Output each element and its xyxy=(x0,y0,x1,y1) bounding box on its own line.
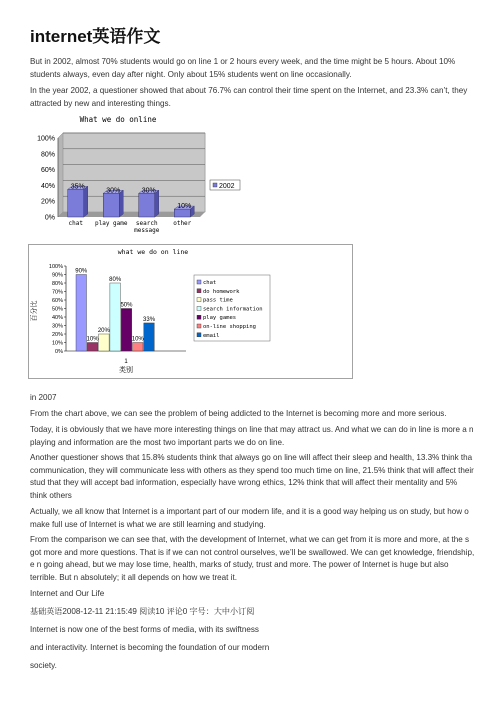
paragraph: Actually, we all know that Internet is a important part of our modern life, and it is a good way helping us on study, but how o make full use of Internet is what we are still learning and studying. xyxy=(30,507,469,529)
y-tick-label: 0% xyxy=(55,349,63,355)
y-tick-label: 30% xyxy=(51,323,63,330)
bar xyxy=(87,343,98,352)
legend-swatch xyxy=(213,183,217,187)
bar xyxy=(110,283,121,351)
bar xyxy=(174,209,190,217)
chart-what-we-do-on-line xyxy=(28,244,353,379)
x-tick-label: message xyxy=(134,227,160,234)
paragraph: Today, it is obviously that we have more interesting things on line that may attract us. And what we can do in line is more a n playing and information are the most two important parts we do on line. xyxy=(30,425,474,447)
paragraph: Another questioner shows that 15.8% students think that always go on line will affect their sleep and health, 13.3% think tha communication, they will communicate less with others as they spend too much time on line, 21.5% think that will affect their stud that they will accept bad information, especially have wrong ethics, 12% think that will affect their mentality and 5% think others xyxy=(30,453,474,500)
legend-swatch xyxy=(197,298,201,302)
bar xyxy=(103,193,119,217)
legend-swatch xyxy=(197,280,201,284)
y-tick-label: 60% xyxy=(40,167,55,175)
y-tick-label: 70% xyxy=(51,289,63,296)
chart-title: What we do online xyxy=(79,115,157,124)
y-tick-label: 20% xyxy=(51,332,63,338)
y-tick-label: 100% xyxy=(37,135,55,143)
paragraph: society. xyxy=(30,661,57,670)
bar-side xyxy=(84,186,88,217)
data-label: 20% xyxy=(97,328,110,334)
legend-label: on-line shopping xyxy=(203,324,256,330)
legend-label: search information xyxy=(203,306,263,313)
chart-title: what we do on line xyxy=(117,248,189,256)
paragraph: From the chart above, we can see the problem of being addicted to the Internet is becoming more and more serious. xyxy=(30,409,447,418)
bar xyxy=(76,275,87,352)
x-tick-label: chat xyxy=(68,220,83,227)
legend-swatch xyxy=(197,315,201,319)
bar xyxy=(133,343,144,352)
legend-label: chat xyxy=(203,280,217,286)
y-tick-label: 80% xyxy=(40,151,55,159)
bar xyxy=(139,193,155,217)
legend-label: 2002 xyxy=(219,183,235,190)
bar xyxy=(144,323,155,351)
data-label: 10% xyxy=(177,203,192,211)
data-label: 30% xyxy=(141,187,156,195)
y-tick-label: 50% xyxy=(51,306,63,313)
data-label: 10% xyxy=(86,336,99,343)
paragraph: in 2007 xyxy=(30,393,57,402)
paragraph: Internet is now one of the best forms of media, with its swiftness xyxy=(30,625,259,634)
y-tick-label: 40% xyxy=(40,182,55,190)
y-tick-label: 80% xyxy=(51,281,63,287)
bar xyxy=(121,309,132,352)
x-tick-label: 1 xyxy=(124,359,128,365)
paragraph: Internet and Our Life xyxy=(30,589,105,598)
bar xyxy=(68,189,84,217)
page-title: internet英语作文 xyxy=(30,27,161,46)
legend-label: do homework xyxy=(203,288,240,295)
legend-label: play games xyxy=(203,315,237,322)
paragraph: 基础英语2008-12-11 21:15:49 阅读10 评论0 字号：大中小订阅 xyxy=(30,607,255,616)
chart-what-we-do-online xyxy=(30,112,280,236)
data-label: 35% xyxy=(70,183,85,191)
y-tick-label: 60% xyxy=(51,298,63,304)
bar xyxy=(99,334,110,351)
x-tick-label: other xyxy=(173,220,192,227)
data-label: 33% xyxy=(143,316,156,323)
data-label: 10% xyxy=(131,336,144,343)
legend-swatch xyxy=(197,306,201,310)
x-tick-label: play game xyxy=(94,220,128,227)
legend-swatch xyxy=(197,289,201,293)
legend-swatch xyxy=(197,324,201,328)
y-axis-label: 百分比 xyxy=(31,300,38,322)
y-tick-label: 0% xyxy=(44,214,55,222)
legend-swatch xyxy=(197,333,201,337)
y-tick-label: 40% xyxy=(51,315,63,321)
paragraph: But in 2002, almost 70% students would go on line 1 or 2 hours every week, and the time might be 5 hours. About 10% students always, even day after night. Only about 15% students went on line occasionally. xyxy=(30,57,456,79)
data-label: 50% xyxy=(120,302,133,309)
y-tick-label: 20% xyxy=(40,198,55,206)
y-tick-label: 90% xyxy=(51,272,63,279)
data-label: 30% xyxy=(106,187,121,195)
data-label: 80% xyxy=(109,277,122,283)
paragraph: and interactivity. Internet is becoming the foundation of our modern xyxy=(30,643,270,652)
y-tick-label: 10% xyxy=(51,340,63,347)
x-axis-label: 类别 xyxy=(119,367,133,374)
x-tick-label: search xyxy=(135,220,158,227)
legend-label: pass time xyxy=(203,297,233,304)
legend-label: email xyxy=(203,332,220,339)
paragraph: From the comparison we can see that, with the development of Internet, what we can get from it is more and more, at the s got more and more questions. That is if we can not control ourselves, we’ll be swallowed. We can get knowledge, friendship, e n going ahead, but we may lose time, health, marks of study, trust and more. The power of Internet is huge but also terrible. But n absolutely; it all depends on how we treat it. xyxy=(30,535,475,582)
paragraph: In the year 2002, a questioner showed that about 76.7% can control their time spent on the Internet, and 23.3% can’t, they attracted by new and interesting things. xyxy=(30,86,468,108)
data-label: 90% xyxy=(75,268,88,275)
y-tick-label: 100% xyxy=(48,264,63,270)
